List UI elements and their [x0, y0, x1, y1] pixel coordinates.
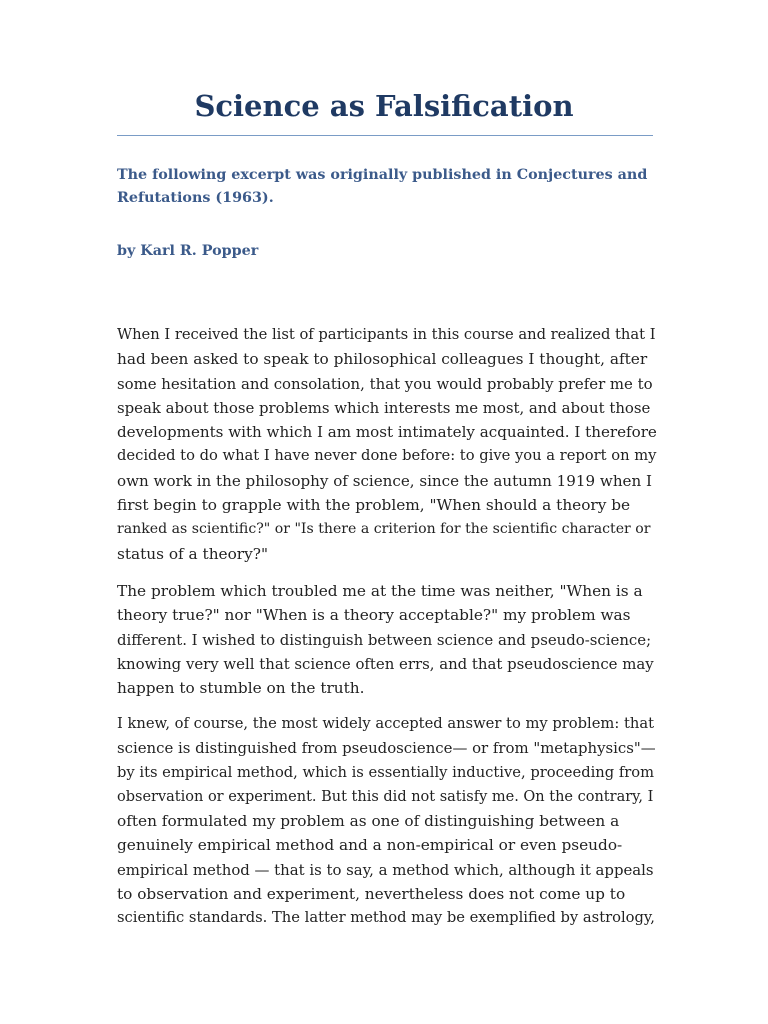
author-byline: by Karl R. Popper: [117, 243, 259, 259]
text-line: developments with which I am most intimately acquainted. I therefore: [117, 423, 657, 442]
text-line: to observation and experiment, nevertheless does not come up to: [117, 885, 626, 904]
text-line: observation or experiment. But this did not satisfy me. On the contrary, I: [117, 788, 654, 805]
text-line: theory true?" nor "When is a theory acceptable?" my problem was: [117, 606, 631, 625]
page-title: Science as Falsification: [194, 89, 574, 123]
text-line: often formulated my problem as one of distinguishing between a: [117, 812, 620, 831]
text-line: When I received the list of participants in this course and realized that I: [117, 326, 656, 343]
text-line: own work in the philosophy of science, since the autumn 1919 when I: [117, 471, 652, 490]
text-line: genuinely empirical method and a non-empirical or even pseudo-: [117, 836, 623, 855]
text-line: had been asked to speak to philosophical colleagues I thought, after: [117, 350, 648, 369]
text-line: scientific standards. The latter method may be exemplified by astrology,: [117, 909, 655, 927]
text-line: ranked as scientific?" or "Is there a criterion for the scientific character or: [117, 521, 651, 538]
text-line: The problem which troubled me at the time was neither, "When is a: [117, 582, 643, 600]
title-divider: [117, 135, 653, 136]
text-line: speak about those problems which interests me most, and about those: [117, 398, 651, 417]
text-line: different. I wished to distinguish between science and pseudo-science;: [117, 630, 652, 649]
text-line: status of a theory?": [117, 544, 268, 563]
text-line: some hesitation and consolation, that you would probably prefer me to: [117, 374, 653, 393]
text-line: knowing very well that science often errs, and that pseudoscience may: [117, 654, 654, 673]
text-line: empirical method — that is to say, a method which, although it appeals: [117, 860, 654, 879]
paragraph-2: [117, 579, 657, 700]
paragraph-3: [117, 712, 657, 931]
text-line: I knew, of course, the most widely accepted answer to my problem: that: [117, 715, 654, 732]
excerpt-line: The following excerpt was originally published in Conjectures and: [117, 167, 648, 183]
text-line: happen to stumble on the truth.: [117, 679, 365, 698]
paragraph-1: [117, 323, 657, 566]
excerpt-line: Refutations (1963).: [117, 190, 274, 206]
excerpt-note: [117, 164, 657, 210]
text-line: by its empirical method, which is essentially inductive, proceeding from: [117, 763, 655, 781]
text-line: first begin to grapple with the problem, "When should a theory be: [117, 496, 631, 515]
text-line: science is distinguished from pseudoscience— or from "metaphysics"—: [117, 739, 656, 758]
text-line: decided to do what I have never done before: to give you a report on my: [117, 447, 657, 465]
